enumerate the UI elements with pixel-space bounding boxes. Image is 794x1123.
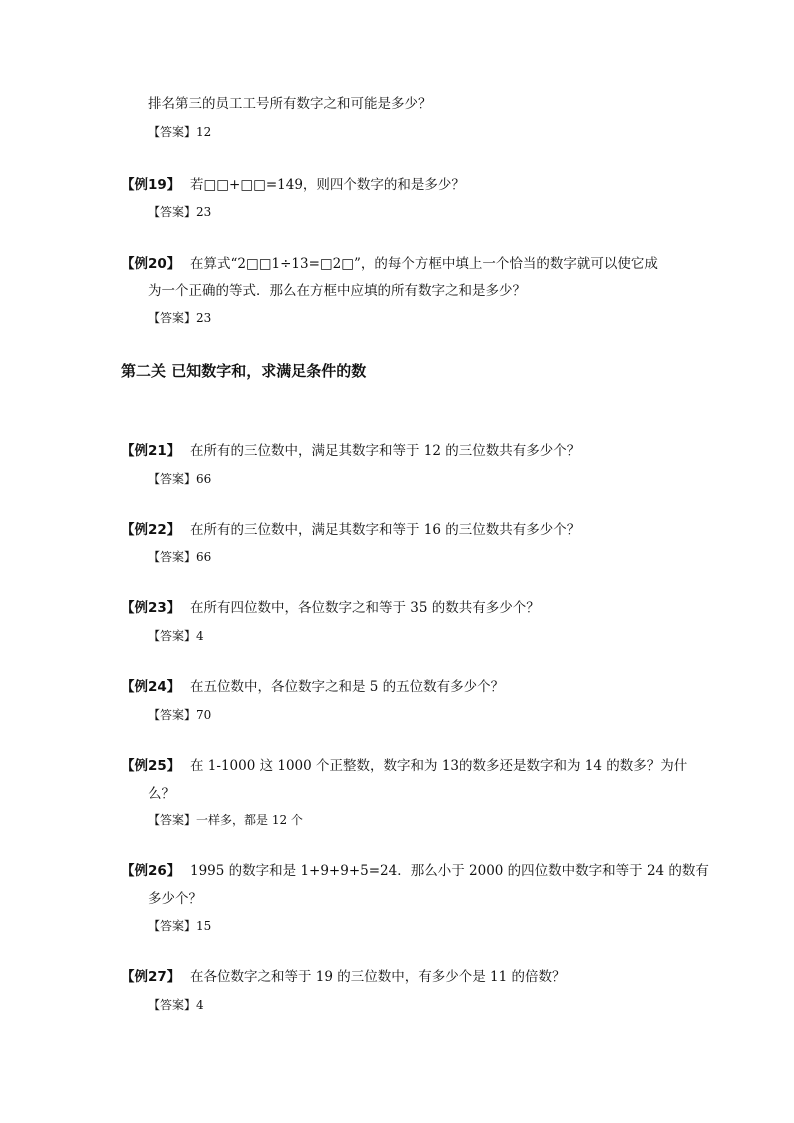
example-label-27: 【例27】 xyxy=(121,969,181,985)
example-answer-25: 【答案】一样多，都是 12 个 xyxy=(148,813,303,827)
example-label-24: 【例24】 xyxy=(121,679,181,695)
example-text-20-line-2: 为一个正确的等式．那么在方框中应填的所有数字之和是多少？ xyxy=(148,283,526,299)
example-answer-26: 【答案】15 xyxy=(148,919,212,933)
example-label-20: 【例20】 xyxy=(121,256,181,272)
example-answer-23: 【答案】4 xyxy=(148,629,204,643)
example-answer-24: 【答案】70 xyxy=(148,708,212,722)
example-text-26-line-2: 多少个？ xyxy=(148,891,202,907)
intro-question-continuation: 排名第三的员工工号所有数字之和可能是多少？ xyxy=(148,96,432,112)
example-text-25-line-1: 在 1-1000 这 1000 个正整数，数字和为 13的数多还是数字和为 14 的数多？为什 xyxy=(190,758,688,774)
example-text-22: 在所有的三位数中，满足其数字和等于 16 的三位数共有多少个？ xyxy=(190,522,581,538)
example-text-25-line-2: 么？ xyxy=(148,786,175,802)
section-title: 第二关 已知数字和，求满足条件的数 xyxy=(121,362,367,380)
example-answer-19: 【答案】23 xyxy=(148,205,212,219)
example-answer-22: 【答案】66 xyxy=(148,550,212,564)
example-text-20-line-1: 在算式“2□□1÷13=□2□”，的每个方框中填上一个恰当的数字就可以使它成 xyxy=(190,256,658,272)
example-text-21: 在所有的三位数中，满足其数字和等于 12 的三位数共有多少个？ xyxy=(190,443,581,459)
example-text-24: 在五位数中，各位数字之和是 5 的五位数有多少个？ xyxy=(190,679,505,695)
example-label-21: 【例21】 xyxy=(121,443,181,459)
example-label-25: 【例25】 xyxy=(121,758,181,774)
example-label-23: 【例23】 xyxy=(121,600,181,616)
example-answer-27: 【答案】4 xyxy=(148,998,204,1012)
example-label-22: 【例22】 xyxy=(121,522,181,538)
intro-answer: 【答案】12 xyxy=(148,125,212,139)
example-text-23: 在所有四位数中，各位数字之和等于 35 的数共有多少个？ xyxy=(190,600,540,616)
example-label-19: 【例19】 xyxy=(121,177,181,193)
example-text-27: 在各位数字之和等于 19 的三位数中，有多少个是 11 的倍数？ xyxy=(190,969,566,985)
example-text-19: 若□□+□□=149，则四个数字的和是多少？ xyxy=(190,177,465,193)
example-answer-21: 【答案】66 xyxy=(148,472,212,486)
example-label-26: 【例26】 xyxy=(121,863,181,879)
example-answer-20: 【答案】23 xyxy=(148,311,212,325)
example-text-26-line-1: 1995 的数字和是 1+9+9+5=24．那么小于 2000 的四位数中数字和等于 24 的数有 xyxy=(190,863,709,879)
